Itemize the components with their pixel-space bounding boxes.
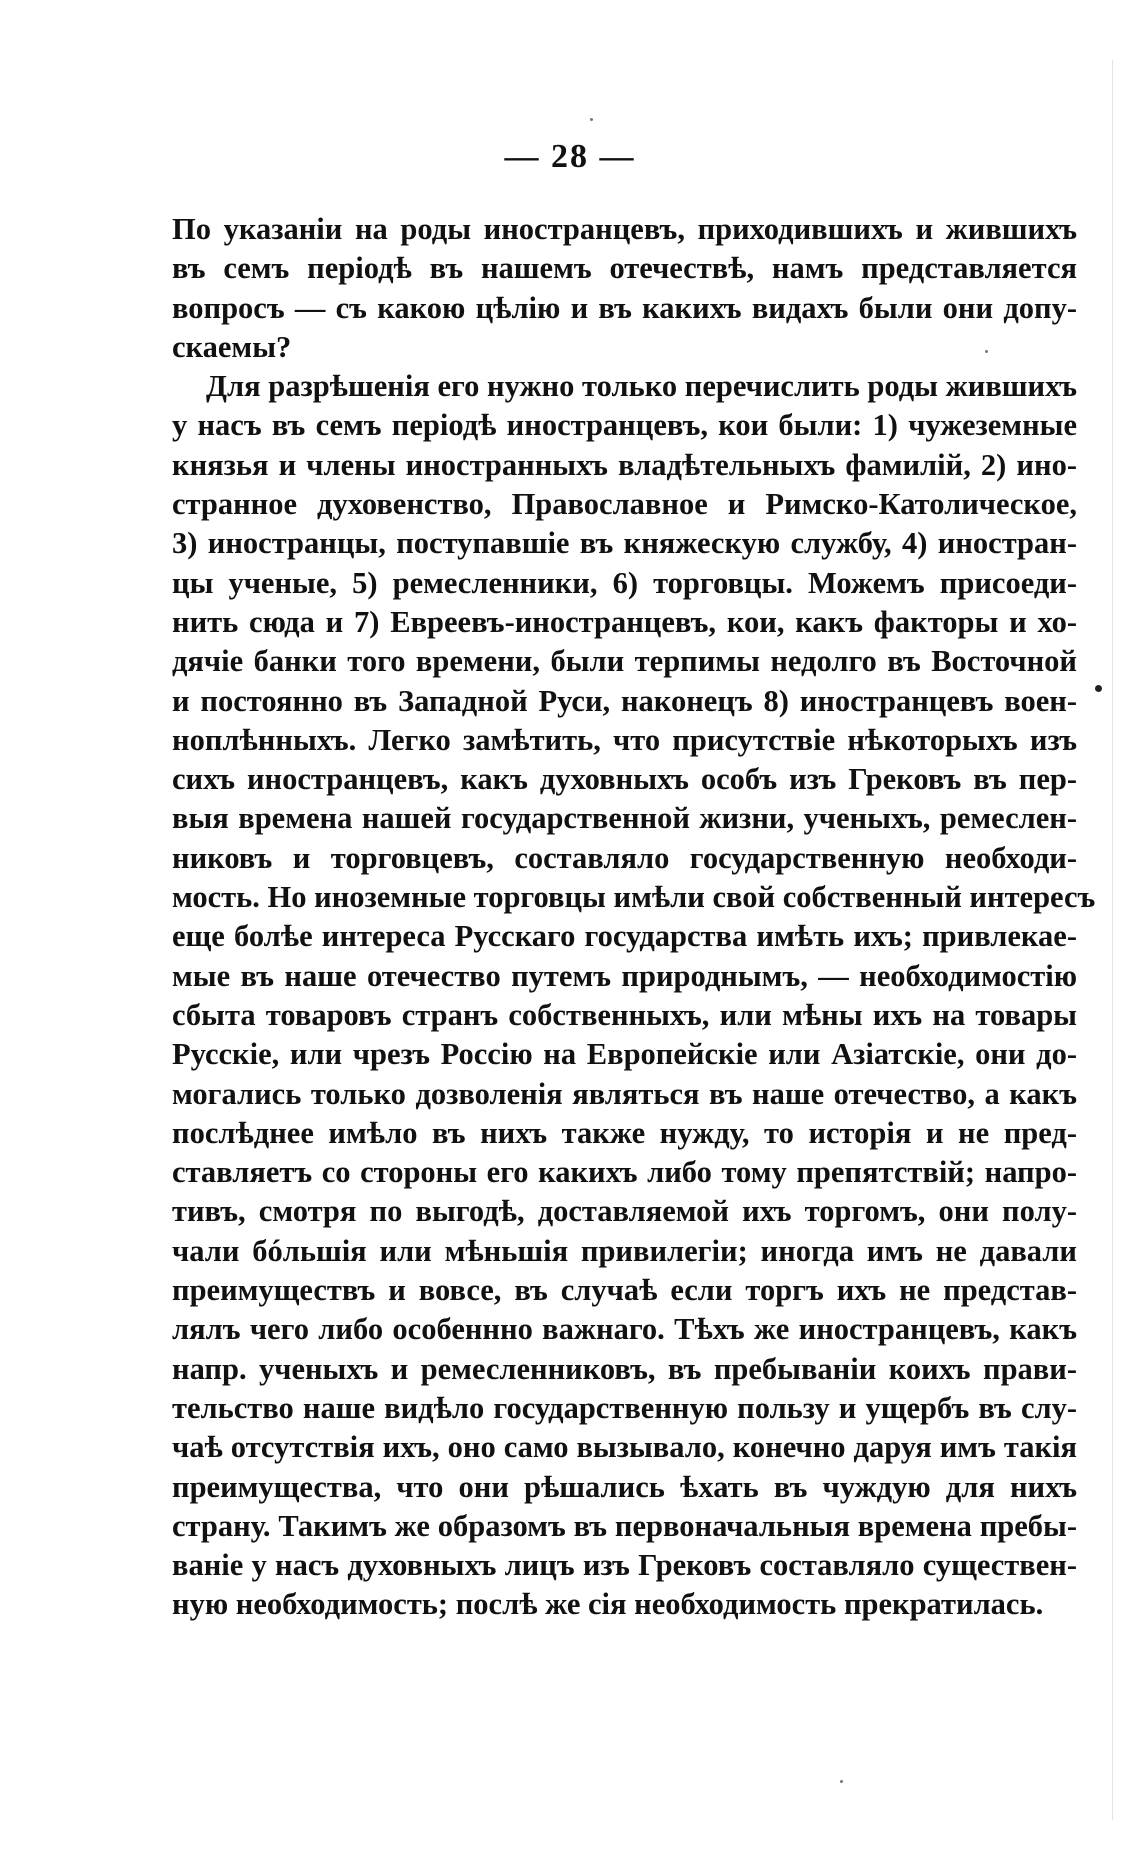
text-line: странное духовенство, Православное и Римско-Католическое,: [172, 487, 1077, 522]
body-text: [172, 210, 1096, 1625]
text-line: Для разрѣшенія его нужно только перечислить роды жившихъ: [206, 369, 1077, 404]
text-line: и постоянно въ Западной Руси, наконецъ 8) иностранцевъ воен-: [172, 683, 1077, 718]
text-line: могались только дозволенія являться въ наше отечество, а какъ: [172, 1076, 1077, 1111]
text-line: Русскіе, или чрезъ Россію на Европейскіе или Азіатскіе, они до-: [172, 1037, 1077, 1072]
text-line: въ семъ періодѣ въ нашемъ отечествѣ, намъ представляется: [172, 251, 1077, 286]
text-line: князья и члены иностранныхъ владѣтельныхъ фамилій, 2) ино-: [172, 447, 1077, 482]
page-number: — 28 —: [504, 138, 636, 175]
text-line: ставляетъ со стороны его какихъ либо тому препятствій; напро-: [172, 1155, 1077, 1190]
text-line: вопросъ — съ какою цѣлію и въ какихъ видахъ были они допу-: [172, 290, 1077, 325]
ink-blot: [1095, 685, 1102, 692]
paper-speck: [840, 1780, 843, 1783]
text-line: чаѣ отсутствія ихъ, оно само вызывало, конечно даруя имъ такія: [172, 1430, 1077, 1465]
page-edge-shadow: [1112, 60, 1113, 1820]
text-line: никовъ и торговцевъ, составляло государственную необходи-: [172, 840, 1077, 875]
text-line: тивъ, смотря по выгодѣ, доставляемой ихъ торгомъ, они полу-: [172, 1194, 1077, 1229]
text-line: лялъ чего либо особеннно важнаго. Тѣхъ же иностранцевъ, какъ: [172, 1312, 1077, 1347]
text-line: у насъ въ семъ періодѣ иностранцевъ, кои были: 1) чужеземные: [172, 408, 1077, 443]
text-line: преимущества, что они рѣшались ѣхать въ чуждую для нихъ: [172, 1469, 1077, 1504]
text-line: скаемы?: [172, 329, 292, 364]
text-line: преимуществъ и вовсе, въ случаѣ если торгъ ихъ не представ-: [172, 1273, 1077, 1308]
text-line: послѣднее имѣло въ нихъ также нужду, то исторія и не пред-: [172, 1115, 1077, 1150]
text-line: напр. ученыхъ и ремесленниковъ, въ пребываніи коихъ прави-: [172, 1351, 1077, 1386]
text-line: По указаніи на роды иностранцевъ, приходившихъ и жившихъ: [172, 212, 1077, 246]
paper-speck: [590, 118, 593, 121]
text-line: чали бóльшія или мѣньшія привилегіи; иногда имъ не давали: [172, 1233, 1077, 1268]
text-line: нить сюда и 7) Евреевъ-иностранцевъ, кои, какъ факторы и хо-: [172, 604, 1077, 639]
text-line: выя времена нашей государственной жизни, ученыхъ, ремеслен-: [172, 801, 1077, 836]
text-line: сихъ иностранцевъ, какъ духовныхъ особъ изъ Грековъ въ пер-: [172, 762, 1077, 797]
text-line: ваніе у насъ духовныхъ лицъ изъ Грековъ составляло существен-: [172, 1548, 1077, 1583]
text-line: цы ученые, 5) ремесленники, 6) торговцы. Можемъ присоеди-: [172, 565, 1077, 600]
text-line: ную необходимость; послѣ же сія необходимость прекратилась.: [172, 1587, 1044, 1622]
text-line: мые въ наше отечество путемъ природнымъ, — необходимостію: [172, 958, 1077, 993]
text-line: сбыта товаровъ странъ собственныхъ, или мѣны ихъ на товары: [172, 997, 1077, 1032]
text-line: страну. Такимъ же образомъ въ первоначальныя времена пребы-: [172, 1508, 1077, 1543]
text-line: ноплѣнныхъ. Легко замѣтить, что присутствіе нѣкоторыхъ изъ: [172, 722, 1077, 757]
text-line: тельство наше видѣло государственную пользу и ущербъ въ слу-: [172, 1390, 1077, 1425]
text-line: дячіе банки того времени, были терпимы недолго въ Восточной: [172, 644, 1077, 679]
text-line: еще болѣе интереса Русскаго государства имѣть ихъ; привлекае-: [172, 919, 1077, 954]
text-line: мость. Но иноземные торговцы имѣли свой собственный интересъ: [172, 880, 1096, 915]
text-line: 3) иностранцы, поступавшіе въ княжескую службу, 4) иностран-: [172, 526, 1077, 561]
